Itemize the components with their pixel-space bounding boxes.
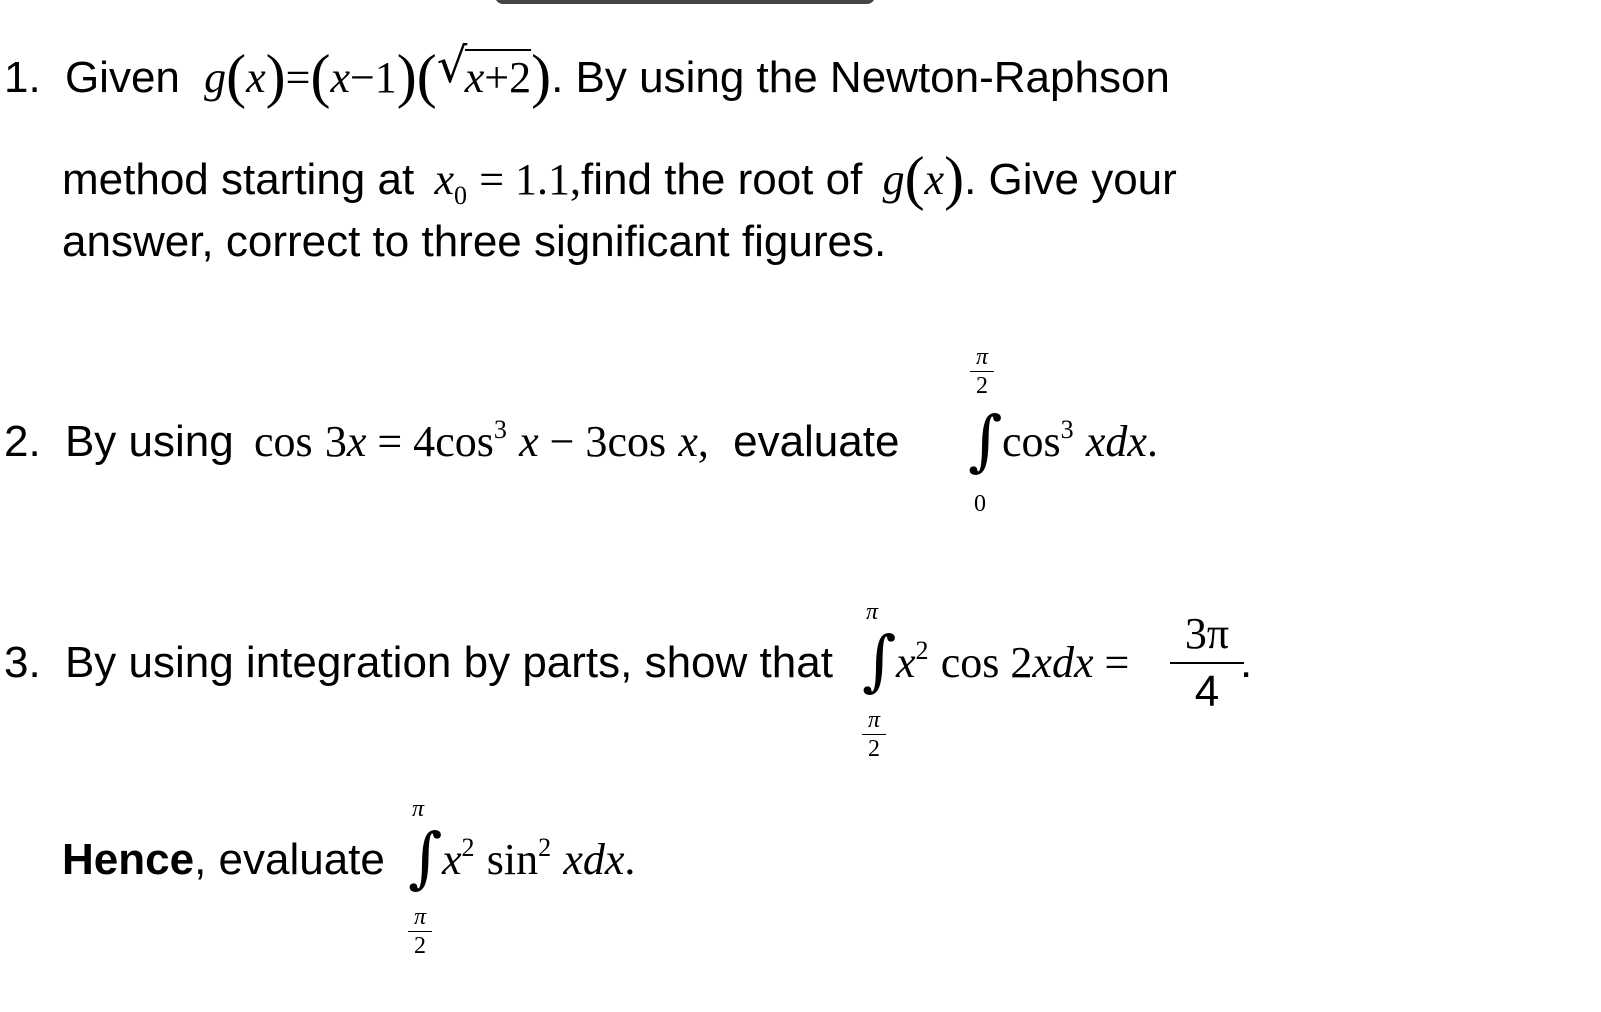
q1-x0-sub: 0 — [453, 181, 467, 210]
q3b-integrand — [442, 833, 636, 884]
q3-line — [4, 638, 833, 687]
q1-equals: = — [285, 53, 311, 102]
q3b-sin: sin — [486, 835, 539, 884]
q3-integrand — [896, 636, 1130, 687]
pi-symbol: π — [975, 344, 989, 370]
q2-line — [4, 415, 900, 466]
q2-integrand — [1002, 415, 1158, 466]
q1-paren: ( — [310, 43, 331, 109]
q3-text1: By using integration by parts, show that — [64, 638, 833, 687]
q3b-hence: Hence — [62, 835, 195, 884]
q3-lower-den: 2 — [868, 736, 880, 762]
q2-three: 3 — [324, 417, 347, 466]
q1-var: x — [924, 155, 945, 204]
q3b-upper-limit: π — [412, 796, 425, 822]
q2-number: 2. — [4, 417, 41, 466]
q1-paren: ( — [226, 43, 247, 109]
q2-cos: cos — [435, 417, 494, 466]
q2-cube: 3 — [493, 415, 507, 444]
q2-eq: = 4 — [366, 417, 436, 466]
q2-cos: cos — [1002, 417, 1061, 466]
sqrt-icon: √ — [436, 38, 468, 94]
q2-upper-limit — [970, 345, 994, 398]
q1-number: 1. — [4, 53, 41, 102]
q1-paren: ) — [531, 43, 552, 109]
q2-comma: , — [697, 417, 709, 466]
q3b-text: , evaluate — [194, 835, 385, 884]
q1-paren: ) — [944, 145, 965, 211]
q1-x0-value: = 1.1, — [479, 155, 582, 204]
fraction-bar — [1170, 662, 1244, 664]
q1-function-name: g — [204, 53, 227, 102]
q1-var: x — [464, 53, 485, 102]
q1-var: x — [246, 53, 266, 102]
q3b-lower-limit — [408, 905, 432, 958]
q1-two: 2 — [509, 53, 532, 102]
q1-sqrt — [436, 38, 532, 102]
q1-g: g — [882, 155, 905, 204]
q2-x: x — [1085, 417, 1106, 466]
q2-cube: 3 — [1060, 415, 1074, 444]
q2-cos: cos — [607, 417, 667, 466]
q3b-x: x — [442, 835, 462, 884]
q1-given: Given — [64, 53, 180, 102]
q3-x: x — [896, 638, 916, 687]
q3b-square: 2 — [461, 833, 475, 862]
q1-line-2 — [62, 144, 1177, 211]
q1-var: x — [330, 53, 350, 102]
q1-paren: ) — [265, 43, 286, 109]
q1-one: 1 — [374, 53, 397, 102]
q3-period: . — [1240, 638, 1253, 687]
q2-evaluate: evaluate — [733, 417, 900, 466]
q2-x: x — [519, 417, 539, 466]
q3-eq: = — [1093, 638, 1130, 687]
q2-period: . — [1146, 417, 1158, 466]
q2-lower-limit: 0 — [974, 491, 986, 517]
q3-square: 2 — [915, 636, 929, 665]
q1-find-text: find the root of — [581, 155, 863, 204]
q1-paren: ) — [396, 43, 417, 109]
q1-answer-text: answer, correct to three significant figures. — [62, 217, 887, 266]
q1-line-1 — [4, 38, 1170, 109]
q2-minus: − 3 — [538, 417, 608, 466]
q3b-lower-den: 2 — [414, 933, 426, 959]
q1-text-after: . By using the Newton-Raphson — [551, 53, 1170, 102]
q2-upper-den: 2 — [976, 373, 988, 399]
q1-paren: ( — [904, 145, 925, 211]
q2-x: x — [346, 417, 367, 466]
q3-rhs-fraction — [1170, 609, 1244, 716]
q3b-line — [62, 835, 385, 884]
q2-cos: cos — [253, 417, 313, 466]
q2-x: x — [678, 417, 698, 466]
q1-paren: ( — [416, 43, 437, 109]
q1-method-text: method starting at — [62, 155, 415, 204]
q3b-dx: dx — [582, 835, 625, 884]
q3b-integral-icon: ∫ — [408, 819, 443, 896]
q3-rhs-den: 4 — [1194, 667, 1220, 716]
q1-plus: + — [484, 53, 510, 102]
q3-dx: dx — [1051, 638, 1094, 687]
q3-x: x — [1032, 638, 1052, 687]
q3-cos2: cos 2 — [940, 638, 1033, 687]
q1-line-3 — [62, 217, 887, 266]
q3b-square: 2 — [538, 833, 552, 862]
q3b-x: x — [563, 835, 583, 884]
q3b-period: . — [624, 835, 636, 884]
q2-dx: dx — [1105, 417, 1147, 466]
top-bar-handle — [495, 0, 875, 4]
q3-number: 3. — [4, 638, 41, 687]
q2-text1: By using — [64, 417, 234, 466]
q1-x0-base: x — [434, 155, 454, 204]
q3-integral-icon: ∫ — [862, 622, 897, 699]
pi-symbol: π — [413, 904, 427, 930]
q3-rhs-num: 3π — [1184, 609, 1230, 658]
q1-give-text: . Give your — [964, 155, 1177, 204]
q1-minus: − — [349, 53, 375, 102]
q3-upper-limit: π — [866, 599, 879, 625]
pi-symbol: π — [867, 707, 881, 733]
q3-lower-limit — [862, 708, 886, 761]
q2-integral-icon: ∫ — [968, 402, 1003, 479]
